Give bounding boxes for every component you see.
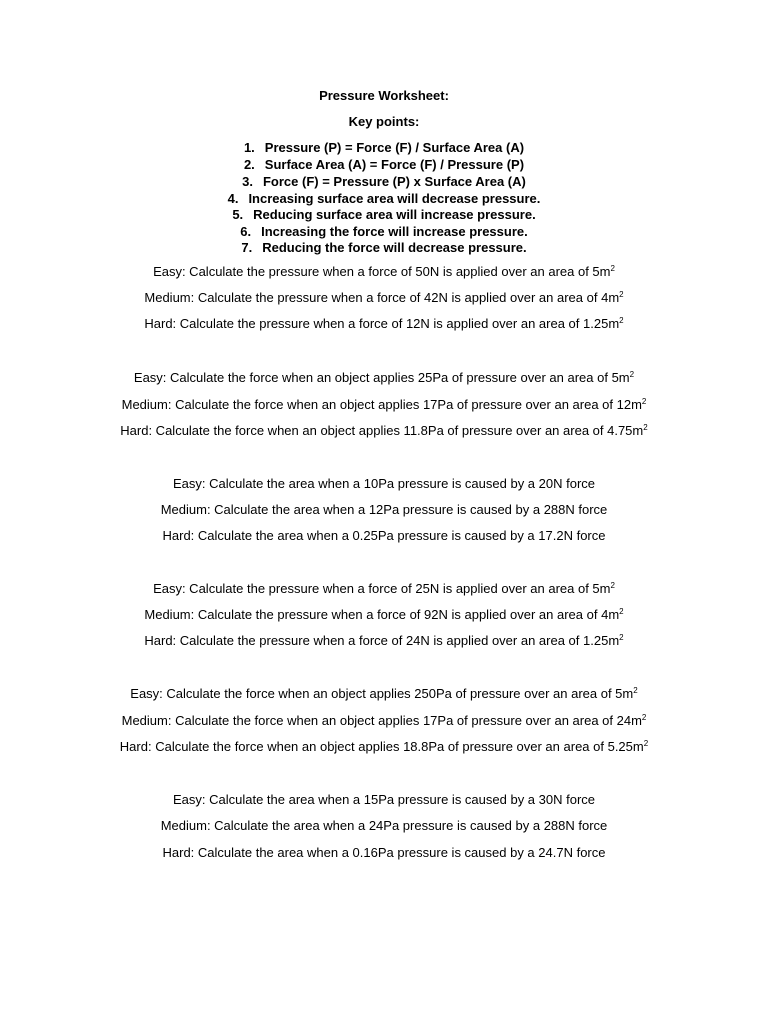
question-hard: Hard: Calculate the area when a 0.25Pa pressure is caused by a 17.2N force: [162, 528, 606, 543]
key-point: [0, 191, 768, 206]
key-point-text: Increasing the force will increase pressure.: [261, 224, 528, 239]
question-medium: Medium: Calculate the area when a 24Pa pressure is caused by a 288N force: [160, 818, 608, 833]
key-point: [0, 157, 768, 172]
question-easy: Easy: Calculate the pressure when a force of 25N is applied over an area of $5m^2$: [153, 581, 615, 596]
key-point-text: Pressure (P) = Force (F) / Surface Area (A): [264, 140, 525, 155]
question-easy: Easy: Calculate the pressure when a force of 50N is applied over an area of $5m^2$: [153, 264, 615, 279]
key-point-number: 7.: [241, 240, 253, 255]
key-point-number: 6.: [240, 224, 252, 239]
key-point-number: 2.: [243, 157, 255, 172]
question-medium: Medium: Calculate the area when a 12Pa pressure is caused by a 288N force: [160, 502, 608, 517]
question-hard: Hard: Calculate the pressure when a force of 12N is applied over an area of $1.25m^2$: [144, 316, 624, 331]
squared-mark: 2: [633, 686, 638, 695]
question-medium: Medium: Calculate the pressure when a force of 42N is applied over an area of $4m^2$: [144, 290, 624, 305]
key-point-number: 5.: [232, 207, 244, 222]
key-point: [0, 240, 768, 255]
question-hard: Hard: Calculate the area when a 0.16Pa pressure is caused by a 24.7N force: [162, 845, 606, 860]
squared-mark: 2: [619, 633, 624, 642]
key-point: [0, 140, 768, 155]
squared-mark: 2: [619, 607, 624, 616]
key-points-heading: Key points:: [348, 114, 420, 129]
key-point-text: Force (F) = Pressure (P) x Surface Area (A): [262, 174, 526, 189]
question-medium: Medium: Calculate the pressure when a force of 92N is applied over an area of $4m^2$: [144, 607, 624, 622]
squared-mark: 2: [619, 316, 624, 325]
key-point-number: 4.: [227, 191, 239, 206]
key-point-text: Surface Area (A) = Force (F) / Pressure (P): [264, 157, 525, 172]
squared-mark: 2: [641, 397, 647, 406]
squared-mark: 2: [643, 423, 648, 432]
squared-mark: 2: [629, 370, 635, 379]
key-point: [0, 207, 768, 222]
key-point-number: 3.: [242, 174, 253, 189]
key-point-text: Reducing the force will decrease pressure.: [262, 240, 527, 255]
key-point-number: 1.: [243, 140, 255, 155]
question-hard: Hard: Calculate the force when an object applies 11.8Pa of pressure over an area of $4.75m^2$: [120, 423, 648, 438]
question-medium: Medium: Calculate the force when an object applies 17Pa of pressure over an area of $12m^2$: [121, 397, 647, 412]
question-easy: Easy: Calculate the area when a 15Pa pressure is caused by a 30N force: [172, 792, 596, 807]
squared-mark: 2: [643, 739, 649, 748]
squared-mark: 2: [641, 713, 647, 722]
key-point: [0, 174, 768, 189]
key-point-text: Increasing surface area will decrease pressure.: [248, 191, 541, 206]
key-point: [0, 224, 768, 239]
question-hard: Hard: Calculate the force when an object applies 18.8Pa of pressure over an area of $5.25m^2$: [119, 739, 649, 754]
question-hard: Hard: Calculate the pressure when a force of 24N is applied over an area of $1.25m^2$: [144, 633, 624, 648]
squared-mark: 2: [610, 581, 615, 590]
key-point-text: Reducing surface area will increase pressure.: [253, 207, 536, 222]
question-easy: Easy: Calculate the force when an object applies 250Pa of pressure over an area of $5m^2$: [130, 686, 638, 701]
question-easy: Easy: Calculate the force when an object applies 25Pa of pressure over an area of $5m^2$: [133, 370, 635, 385]
question-easy: Easy: Calculate the area when a 10Pa pressure is caused by a 20N force: [172, 476, 596, 491]
squared-mark: 2: [619, 290, 624, 299]
squared-mark: 2: [610, 264, 615, 273]
question-medium: Medium: Calculate the force when an object applies 17Pa of pressure over an area of $24m^2$: [121, 713, 647, 728]
page-title: Pressure Worksheet:: [319, 88, 449, 103]
